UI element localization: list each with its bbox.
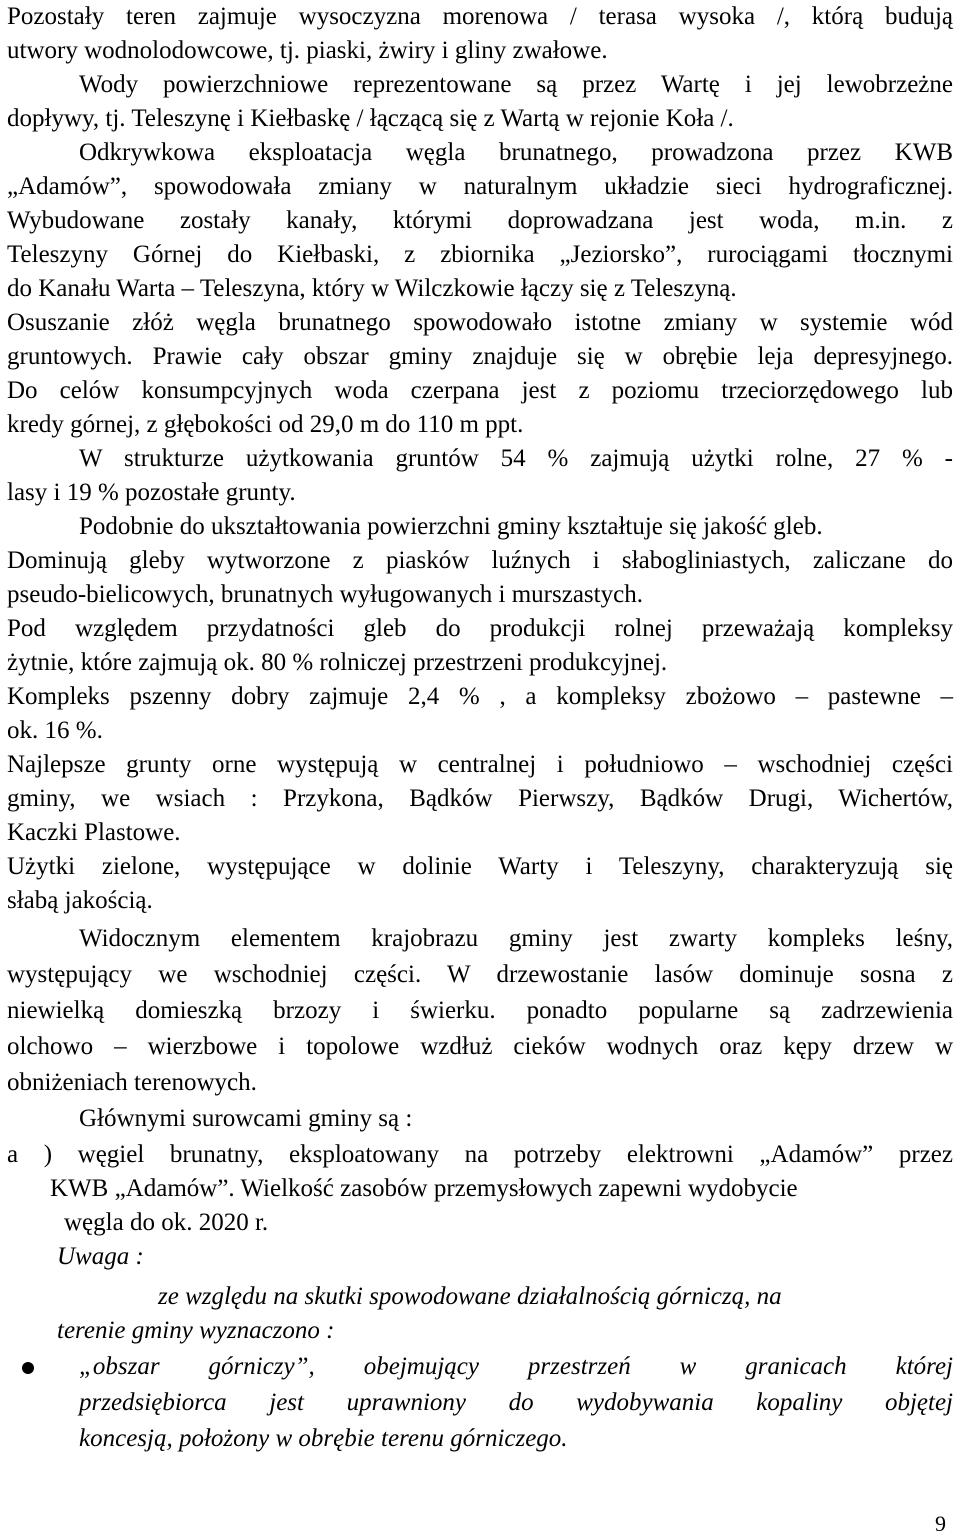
text-line: żytnie, które zajmują ok. 80 % rolniczej przestrzeni produkcyjnej. bbox=[7, 649, 668, 676]
text-line: W strukturze użytkowania gruntów 54 % zajmują użytki rolne, 27 % - bbox=[79, 445, 953, 472]
text-line: Odkrywkowa eksploatacja węgla brunatnego, prowadzona przez KWB bbox=[79, 139, 953, 166]
text-line: niewielką domieszką brzozy i świerku. ponadto popularne są zadrzewienia bbox=[7, 997, 953, 1024]
text-line: terenie gminy wyznaczono : bbox=[57, 1317, 335, 1344]
text-line: Kompleks pszenny dobry zajmuje 2,4 % , a kompleksy zbożowo – pastewne – bbox=[7, 683, 953, 710]
text-line: utwory wodnolodowcowe, tj. piaski, żwiry i gliny zwałowe. bbox=[7, 37, 608, 64]
text-line: Użytki zielone, występujące w dolinie Warty i Teleszyny, charakteryzują się bbox=[7, 853, 953, 880]
bullet-item: „obszar górniczy”, obejmujący przestrzeń w granicach której bbox=[79, 1353, 953, 1380]
text-line: przedsiębiorca jest uprawniony do wydobywania kopaliny objętej bbox=[79, 1389, 953, 1416]
text-line: koncesją, położony w obrębie terenu górniczego. bbox=[79, 1425, 568, 1452]
text-line: słabą jakością. bbox=[7, 887, 153, 914]
text-line: dopływy, tj. Teleszynę i Kiełbaskę / łączącą się z Wartą w rejonie Koła /. bbox=[7, 105, 734, 132]
text-line: Pod względem przydatności gleb do produkcji rolnej przeważają kompleksy bbox=[7, 615, 953, 642]
text-line: olchowo – wierzbowe i topolowe wzdłuż cieków wodnych oraz kępy drzew w bbox=[7, 1033, 953, 1060]
text-line: „Adamów”, spowodowała zmiany w naturalnym układzie sieci hydrograficznej. bbox=[7, 173, 953, 200]
text-line: obniżeniach terenowych. bbox=[7, 1069, 257, 1096]
text-line: Najlepsze grunty orne występują w centralnej i południowo – wschodniej części bbox=[7, 751, 953, 778]
text-line: pseudo-bielicowych, brunatnych wyługowanych i murszastych. bbox=[7, 581, 643, 608]
text-line: Wody powierzchniowe reprezentowane są przez Wartę i jej lewobrzeżne bbox=[79, 71, 953, 98]
text-line: lasy i 19 % pozostałe grunty. bbox=[7, 479, 296, 506]
page-number: 9 bbox=[935, 1511, 946, 1536]
text-line: ok. 16 %. bbox=[7, 717, 103, 744]
text-line: Widocznym elementem krajobrazu gminy jest zwarty kompleks leśny, bbox=[79, 925, 953, 952]
note-heading: Uwaga : bbox=[57, 1243, 144, 1270]
text-line: Kaczki Plastowe. bbox=[7, 819, 181, 846]
text-line: Głównymi surowcami gminy są : bbox=[79, 1105, 413, 1132]
text-line: Do celów konsumpcyjnych woda czerpana jest z poziomu trzeciorzędowego lub bbox=[7, 377, 953, 404]
text-line: Osuszanie złóż węgla brunatnego spowodowało istotne zmiany w systemie wód bbox=[7, 309, 953, 336]
text-line: gruntowych. Prawie cały obszar gminy znajduje się w obrębie leja depresyjnego. bbox=[7, 343, 953, 370]
text-line: Wybudowane zostały kanały, którymi doprowadzana jest woda, m.in. z bbox=[7, 207, 953, 234]
text-line: KWB „Adamów”. Wielkość zasobów przemysłowych zapewni wydobycie bbox=[50, 1175, 798, 1202]
text-line: ze względu na skutki spowodowane działalnością górniczą, na bbox=[158, 1283, 782, 1310]
list-item-a: a ) węgiel brunatny, eksploatowany na potrzeby elektrowni „Adamów” przez bbox=[7, 1141, 953, 1168]
text-line: występujący we wschodniej części. W drzewostanie lasów dominuje sosna z bbox=[7, 961, 953, 988]
text-line: Dominują gleby wytworzone z piasków luźnych i słabogliniastych, zaliczane do bbox=[7, 547, 953, 574]
text-line: węgla do ok. 2020 r. bbox=[64, 1209, 269, 1236]
bullet-icon bbox=[22, 1362, 34, 1374]
text-line: Pozostały teren zajmuje wysoczyzna morenowa / terasa wysoka /, którą budują bbox=[7, 3, 953, 30]
text-line: kredy górnej, z głębokości od 29,0 m do 110 m ppt. bbox=[7, 411, 524, 438]
text-line: gminy, we wsiach : Przykona, Bądków Pierwszy, Bądków Drugi, Wichertów, bbox=[7, 785, 953, 812]
text-line: do Kanału Warta – Teleszyna, który w Wilczkowie łączy się z Teleszyną. bbox=[7, 275, 737, 302]
text-line: Podobnie do ukształtowania powierzchni gminy kształtuje się jakość gleb. bbox=[79, 513, 823, 540]
text-line: Teleszyny Górnej do Kiełbaski, z zbiornika „Jeziorsko”, rurociągami tłocznymi bbox=[7, 241, 953, 268]
